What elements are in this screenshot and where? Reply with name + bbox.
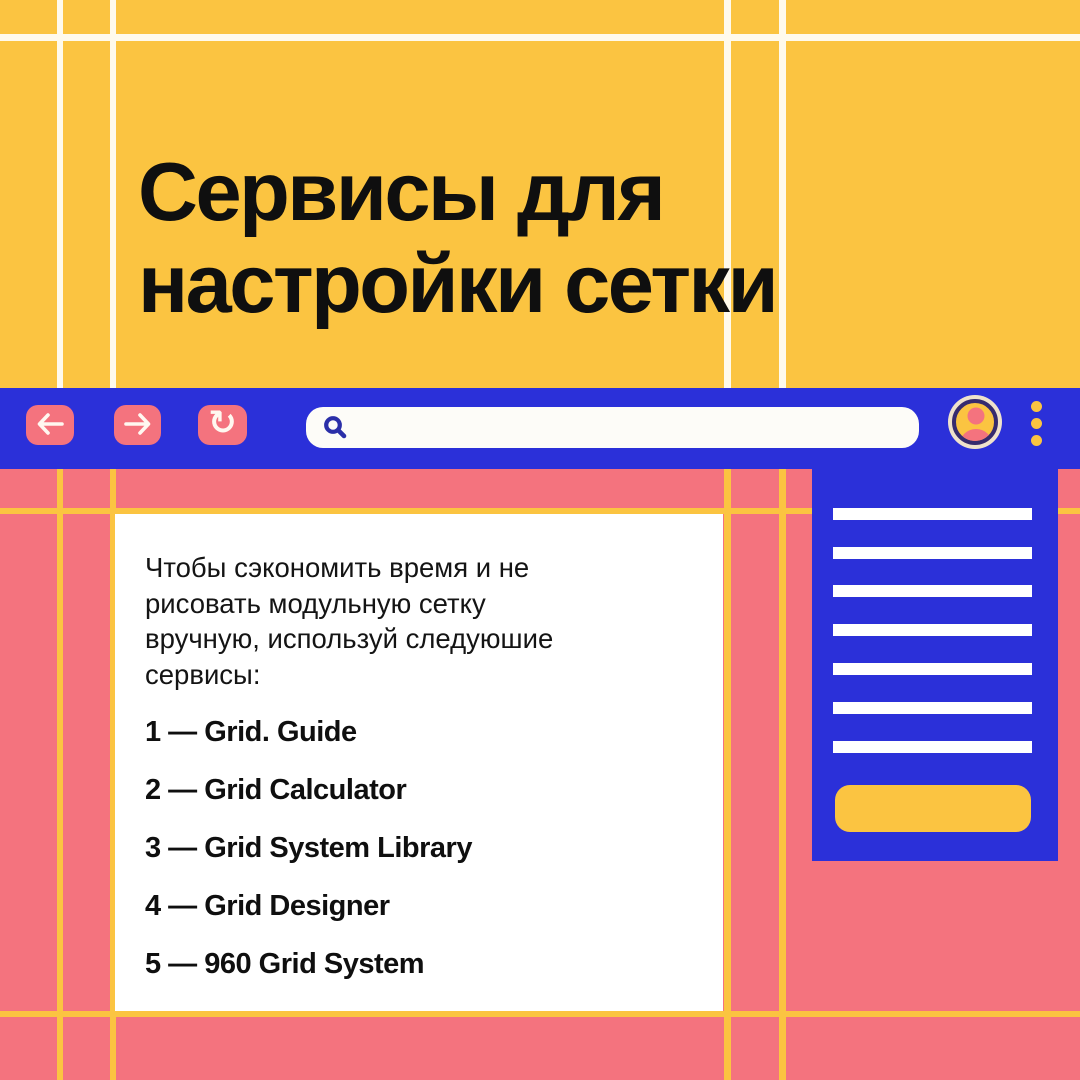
list-item: 5 — 960 Grid System xyxy=(145,948,425,980)
panel-action-button[interactable] xyxy=(835,785,1031,832)
paragraph-line: Чтобы сэкономить время и не xyxy=(145,552,530,583)
browser-toolbar xyxy=(0,388,1080,469)
grid-line-vertical-1 xyxy=(57,469,63,1080)
paragraph-line: вручную, используй следуюшие xyxy=(145,623,554,654)
forward-button[interactable] xyxy=(114,405,161,445)
refresh-button[interactable] xyxy=(198,405,247,445)
forward-arrow-icon xyxy=(122,411,154,440)
list-item: 4 — Grid Designer xyxy=(145,890,390,922)
content-card xyxy=(115,514,723,1011)
back-button[interactable] xyxy=(26,405,74,445)
skeleton-line xyxy=(833,585,1032,597)
grid-line-vertical-1 xyxy=(57,0,63,388)
search-icon xyxy=(322,414,349,441)
search-bar[interactable] xyxy=(306,407,919,448)
grid-line-horizontal-bottom xyxy=(0,1011,1080,1017)
grid-line-vertical-3 xyxy=(724,469,731,1080)
page-title xyxy=(138,146,776,330)
paragraph-line: рисовать модульную сетку xyxy=(145,587,486,619)
grid-line-horizontal-top xyxy=(0,34,1080,41)
card-paragraph xyxy=(145,550,703,692)
bottom-section xyxy=(0,469,1080,1080)
page-title-line2: настройки сетки xyxy=(138,237,777,330)
menu-dot xyxy=(1031,435,1042,446)
menu-dot xyxy=(1031,401,1042,412)
refresh-icon: ↻ xyxy=(208,403,237,443)
grid-line-vertical-4 xyxy=(779,469,786,1080)
top-section xyxy=(0,0,1080,388)
kebab-menu-icon[interactable] xyxy=(1031,401,1043,452)
grid-line-vertical-2 xyxy=(110,0,116,388)
skeleton-line xyxy=(833,741,1032,753)
skeleton-line xyxy=(833,508,1032,520)
profile-avatar[interactable] xyxy=(948,395,1002,449)
avatar-frame xyxy=(952,399,998,445)
skeleton-line xyxy=(833,547,1032,559)
menu-dot xyxy=(1031,418,1042,429)
paragraph-line: сервисы: xyxy=(145,658,261,690)
page-title-line1: Сервисы для xyxy=(138,145,664,238)
back-arrow-icon xyxy=(34,411,66,440)
side-panel xyxy=(812,469,1058,861)
skeleton-line xyxy=(833,702,1032,714)
search-input[interactable] xyxy=(359,415,907,440)
grid-line-vertical-4 xyxy=(779,0,786,388)
service-list xyxy=(145,717,703,979)
skeleton-line xyxy=(833,624,1032,636)
list-item: 1 — Grid. Guide xyxy=(145,716,357,748)
list-item: 2 — Grid Calculator xyxy=(145,774,407,806)
skeleton-line xyxy=(833,663,1032,675)
list-item: 3 — Grid System Library xyxy=(145,832,472,864)
